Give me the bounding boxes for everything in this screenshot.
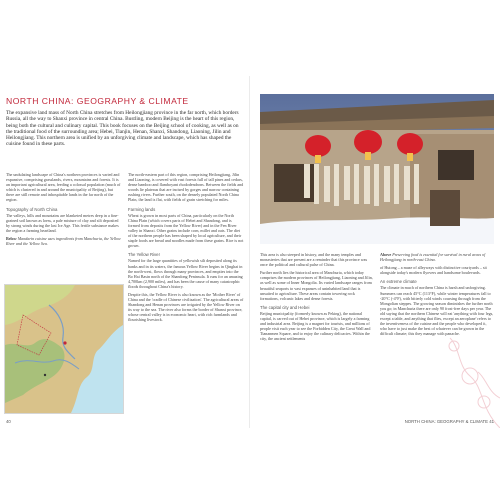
page-number-right: NORTH CHINA: GEOGRAPHY & CLIMATE 41 [404,419,494,424]
caption-text: Preserving food is essential for survival in rural areas of Heilongjiang in north-east China. [380,252,486,263]
page-number-left: 40 [6,419,11,424]
left-page [0,76,250,428]
lanterns-photo [260,94,494,244]
image-caption [6,236,122,246]
caption-text: Mandarin cuisine uses ingredients from Manchuria, the Yellow River and the Yellow Sea. [6,236,121,247]
subheading: Farming lands [128,206,156,212]
paragraph: The north-eastern part of this region, comprising Heilongjiang, Jilin and Liaoning, is covered with vast forests full of tall pines and cedars, dense bamboo and flamboyant rhododendrons. Between the fields and woods lie plateaus that are incised by gorges and narrow containing rushing rivers. Further south, on the densely populated North China Plain, the land is flat, with fields of grain stretching for miles. [128,172,244,203]
subheading: The Yellow River [128,252,161,258]
paragraph: of Hutong – a maze of alleyways with distinctive courtyards – sit alongside today's modern flyovers and handsome boulevards. [380,265,487,276]
paragraph: This area is also steeped in history, and the many temples and monasteries that are present are a reminder that this province was once the political and cultural pulse of China. [260,252,368,268]
subheading: The capital city and Hebei [260,304,310,310]
right-column-1 [260,252,374,345]
paragraph: Named for the large quantities of yellowish silt deposited along its banks and in its waters, the famous Yellow River begins in Qinghai in the north-west, flows through many provinces, and empties into the Bo Hai Basin north of the Shandong Peninsula. It runs for an amazing 4,700km (2,900 miles), and has been the cause of many catastrophic floods throughout China's history. [128,258,243,289]
section-heading: NORTH CHINA: GEOGRAPHY & CLIMATE [6,96,189,106]
left-column-1 [6,172,122,249]
paragraph: The climate in much of northern China is harsh and unforgiving. Summers can reach 45°C (113°F), while winter temperatures fall to -20°C (-4°F), with bitterly cold winds coursing through from the Mongolian steppes. The growing season diminishes the further north you go; in Manchuria there are only 90 frost-free days per year. The old saying that the northern Chinese will eat 'anything with four legs, except a table, and anything that flies, except an aeroplane' refers to the inventiveness of the cuisine and the people who developed it, who have to just make the best of whatever can be grown in the difficult climate; this they manage with panache. [380,285,494,337]
paragraph: Wheat is grown in most parts of China, particularly on the North China Plain (which covers parts of Hebei and Shandong, and is formed from deposits from the Yellow River) and in the Fen River valley in Shanxi. Other grains include corn, millet and oats. The diet of the northern people has been shaped by local agriculture, and their staple foods are bread and noodles made from these grains. Rice is not grown. [128,212,244,249]
paragraph: Further north lies the historical area of Manchuria, which today comprises the modern provinces of Heilongjiang, Liaoning and Jilin, as well as some of Inner Mongolia. Its varied landscape ranges from beautiful seaports to vast expanses of uninhabited land that is unsuited to agriculture. These areas contain towering rock formations, volcanic lakes and dense forests. [260,270,373,301]
caption-label: Below [6,236,17,242]
map-illustration [5,285,123,413]
paragraph: The undulating landscape of China's northern provinces is varied and expansive, comprising grasslands, rivers, mountains and forests. It is an important agricultural area, feeding a colossal population (much of which is clustered in and around the municipality of Beijing), but there are still remote and inhospitable lands in the far north of the region. [6,172,121,203]
region-map [4,284,124,414]
left-column-2 [128,172,244,326]
paragraph: Despite this, the Yellow River is also known as the 'Mother River' of China and the 'cradle of Chinese civilization'. The agricultural areas of Shandong and Henan provinces are irrigated by the Yellow River on its way to the sea. The river also forms the border of Shanxi province, whose central valley is in economic heart, with rich farmlands and flourishing livestock. [128,291,244,323]
subheading: Topography of North China [6,206,58,212]
photo-illustration [260,94,494,244]
paragraph: The valleys, hills and mountains are blanketed metres deep in a fine-grained soil known as loess, a pale mixture of clay and silt deposited by strong winds during the last Ice Age. This fertile substance makes the region a farming heartland. [6,212,119,233]
paragraph: Beijing municipality (formerly known as Peking), the national capital, is carved out of Hebei province, which is largely a farming and industrial area. Beijing is a magnet for tourists, and millions of people visit each year to see the Forbidden City, the Great Wall and Tiananmen Square, and to enjoy the culinary delicacies. Within the city, the ancient settlements [260,310,371,342]
floral-ornament [410,318,500,428]
subheading: An extreme climate [380,279,417,285]
intro-paragraph: The expansive land mass of North China stretches from Heilongjiang province in the far north, which borders Russia, all the way to Shanxi province in central China. Bustling, modern Beijing is the heart of this region, being both the cultural and culinary capital. This book focuses on the Beijing school of cooking, as well as on the traditional food of the surrounding area; Hebei, Tianjin, Henan, Shanxi, Shandong, Liaoning, Jilin and Heilongjiang. This northern area is unified by an unforgiving climate and landscape, which has shaped the cuisine found in these parts. [6,110,239,148]
right-page [250,76,500,428]
image-caption [380,252,494,262]
caption-label: Above [380,252,392,257]
